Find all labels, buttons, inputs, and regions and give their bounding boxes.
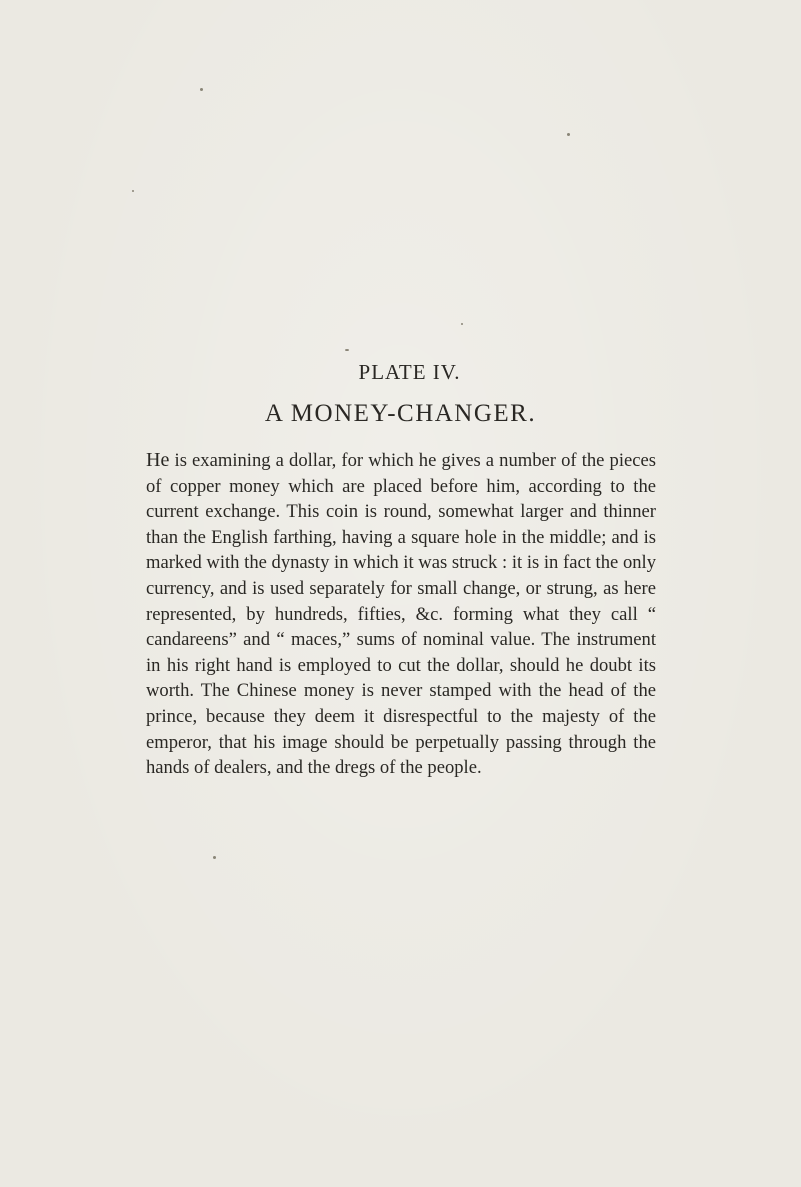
paper-speck	[345, 349, 349, 351]
plate-description	[146, 448, 656, 781]
plate-title: A MONEY-CHANGER.	[264, 400, 537, 427]
description-text: is examining a dollar, for which he gives a number of the pieces of copper money which are placed before him, according to the current exchange. This coin is round, somewhat larger and thinner than the English farthing, having a square hole in the middle; and is marked with the dynasty in which it was struck : it is in fact the only currency, and is used separately for small change, or strung, as here represented, by hundreds, fifties, &c. forming what they call “ candareens” and “ maces,” sums of nominal value. The instrument in his right hand is employed to cut the dollar, should he doubt its worth. The Chinese money is never stamped with the head of the prince, because they deem it disrespectful to the majesty of the emperor, that his image should be perpetually passing through the hands of dealers, and the dregs of the people.	[146, 450, 656, 779]
paper-speck	[213, 856, 216, 859]
plate-number: PLATE IV.	[358, 360, 461, 384]
paper-speck	[567, 133, 570, 136]
paper-speck	[200, 88, 203, 91]
first-word: He	[146, 449, 170, 471]
paper-speck	[132, 190, 134, 192]
paper-speck	[461, 323, 463, 325]
